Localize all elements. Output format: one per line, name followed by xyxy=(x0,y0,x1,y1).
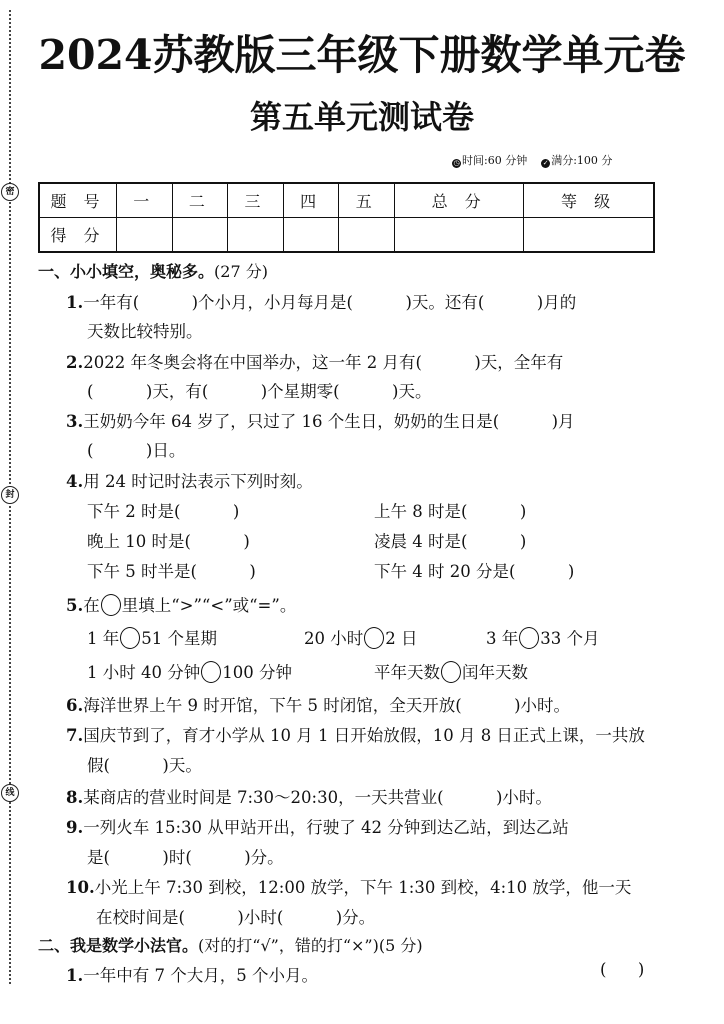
section-2-instruction: (对的打“√”，错的打“×”)(5 分) xyxy=(198,936,423,955)
comparison-right: 100 分钟 xyxy=(222,663,292,682)
comparison-left: 1 年 xyxy=(87,629,120,648)
header-cell: 等 级 xyxy=(524,183,654,218)
page-title: 2024苏教版三年级下册数学单元卷 xyxy=(38,31,686,79)
comparison-right: 33 个月 xyxy=(540,629,600,648)
circle-blank-icon xyxy=(101,594,121,616)
s2-q1-text: 一年中有 7 个大月，5 个小月。 xyxy=(83,966,318,985)
section-1-points: (27 分) xyxy=(214,262,268,281)
q4-item: 下午 4 时 20 分是( ) xyxy=(374,562,575,581)
seal-mi: 密 xyxy=(1,183,19,201)
score-cell[interactable] xyxy=(172,218,228,253)
q1-number: 1. xyxy=(66,293,84,312)
s2-q1 xyxy=(66,962,318,986)
comparison-left: 20 小时 xyxy=(304,629,364,648)
section-2-title: 二、我是数学小法官。 xyxy=(38,936,199,955)
q5-text-b: 里填上“>”“<”或“=”。 xyxy=(121,596,297,615)
score-cell[interactable] xyxy=(283,218,339,253)
q2-text: 2022 年冬奥会将在中国举办，这一年 2 月有( )天，全年有 xyxy=(83,353,564,372)
q9-number: 9. xyxy=(66,818,84,837)
time-label: 时间:60 分钟 xyxy=(462,154,528,167)
clock-icon: ◷ xyxy=(453,159,460,167)
q2-line2: ( )天，有( )个星期零( )天。 xyxy=(87,382,432,401)
s2-q1-number: 1. xyxy=(66,966,84,985)
q5-text-a: 在 xyxy=(83,596,100,615)
q5-comparison xyxy=(486,625,600,649)
header-cell: 一 xyxy=(117,183,173,218)
header-cell: 四 xyxy=(283,183,339,218)
seal-xian: 线 xyxy=(1,784,19,802)
comparison-circle[interactable] xyxy=(441,661,461,683)
exam-meta xyxy=(452,152,612,168)
q10-line2: 在校时间是( )小时( )分。 xyxy=(96,908,376,927)
score-cell[interactable] xyxy=(228,218,284,253)
header-cell: 三 xyxy=(228,183,284,218)
q4-item: 下午 5 时半是( ) xyxy=(87,562,256,581)
q3-text: 王奶奶今年 64 岁了，只过了 16 个生日，奶奶的生日是( )月 xyxy=(83,412,575,431)
q5-prompt xyxy=(66,592,296,616)
score-cell[interactable] xyxy=(395,218,524,253)
q4-item: 凌晨 4 时是( ) xyxy=(374,532,527,551)
q3-line1 xyxy=(66,408,575,432)
section-1-title: 一、小小填空，奥秘多。 xyxy=(38,262,215,281)
row-label: 得 分 xyxy=(39,218,117,253)
q2-number: 2. xyxy=(66,353,84,372)
header-cell: 题 号 xyxy=(39,183,117,218)
q8-number: 8. xyxy=(66,788,84,807)
q7-line1 xyxy=(66,722,645,746)
q5-number: 5. xyxy=(66,596,84,615)
section-1-heading xyxy=(38,259,268,282)
comparison-circle[interactable] xyxy=(519,627,539,649)
page-subtitle: 第五单元测试卷 xyxy=(249,98,474,136)
header-cell: 总 分 xyxy=(395,183,524,218)
q10-line1 xyxy=(66,874,631,898)
score-cell[interactable] xyxy=(117,218,173,253)
q9-line1 xyxy=(66,814,569,838)
q4-prompt xyxy=(66,468,313,492)
q1-text: 一年有( )个小月，小月每月是( )天。还有( )月的 xyxy=(83,293,577,312)
q4-number: 4. xyxy=(66,472,84,491)
score-table-header-row xyxy=(39,183,654,218)
q3-number: 3. xyxy=(66,412,84,431)
q2-line1 xyxy=(66,349,563,373)
comparison-circle[interactable] xyxy=(201,661,221,683)
q10-number: 10. xyxy=(66,878,95,897)
q4-text: 用 24 时记时法表示下列时刻。 xyxy=(83,472,313,491)
score-table xyxy=(38,182,655,253)
score-table-score-row xyxy=(39,218,654,253)
q5-comparison xyxy=(304,625,418,649)
q8-text: 某商店的营业时间是 7:30～20:30，一天共营业( )小时。 xyxy=(83,788,552,807)
check-circle-icon: ✓ xyxy=(542,159,549,167)
q7-text: 国庆节到了，育才小学从 10 月 1 日开始放假，10 月 8 日正式上课，一共放 xyxy=(83,726,645,745)
q5-comparison xyxy=(374,659,528,683)
comparison-circle[interactable] xyxy=(364,627,384,649)
full-score-label: 满分:100 分 xyxy=(551,154,613,167)
comparison-circle[interactable] xyxy=(120,627,140,649)
comparison-left: 3 年 xyxy=(486,629,519,648)
header-cell: 五 xyxy=(339,183,395,218)
q9-line2: 是( )时( )分。 xyxy=(87,848,284,867)
comparison-right: 2 日 xyxy=(385,629,418,648)
comparison-right: 闰年天数 xyxy=(462,663,528,682)
q1-line1 xyxy=(66,289,576,313)
q8-line1 xyxy=(66,784,552,808)
q5-comparison xyxy=(87,659,292,683)
q9-text: 一列火车 15:30 从甲站开出，行驶了 42 分钟到达乙站，到达乙站 xyxy=(83,818,569,837)
comparison-left: 平年天数 xyxy=(374,663,440,682)
q10-text: 小光上午 7:30 到校，12:00 放学，下午 1:30 到校，4:10 放学，他一天 xyxy=(94,878,632,897)
q4-item: 上午 8 时是( ) xyxy=(374,502,527,521)
q7-line2: 假( )天。 xyxy=(87,756,202,775)
score-cell[interactable] xyxy=(339,218,395,253)
score-cell[interactable] xyxy=(524,218,654,253)
q6-text: 海洋世界上午 9 时开馆，下午 5 时闭馆，全天开放( )小时。 xyxy=(83,696,571,715)
q7-number: 7. xyxy=(66,726,84,745)
comparison-left: 1 小时 40 分钟 xyxy=(87,663,201,682)
q5-comparison xyxy=(87,625,217,649)
q6-line1 xyxy=(66,692,570,716)
q6-number: 6. xyxy=(66,696,84,715)
q3-line2: ( )日。 xyxy=(87,441,186,460)
q4-item: 下午 2 时是( ) xyxy=(87,502,240,521)
section-2-heading xyxy=(38,933,423,956)
judge-answer-box[interactable]: ( ) xyxy=(600,960,645,979)
comparison-right: 51 个星期 xyxy=(141,629,217,648)
q4-item: 晚上 10 时是( ) xyxy=(87,532,250,551)
seal-feng: 封 xyxy=(1,486,19,504)
q1-line2: 天数比较特别。 xyxy=(87,322,203,341)
header-cell: 二 xyxy=(172,183,228,218)
